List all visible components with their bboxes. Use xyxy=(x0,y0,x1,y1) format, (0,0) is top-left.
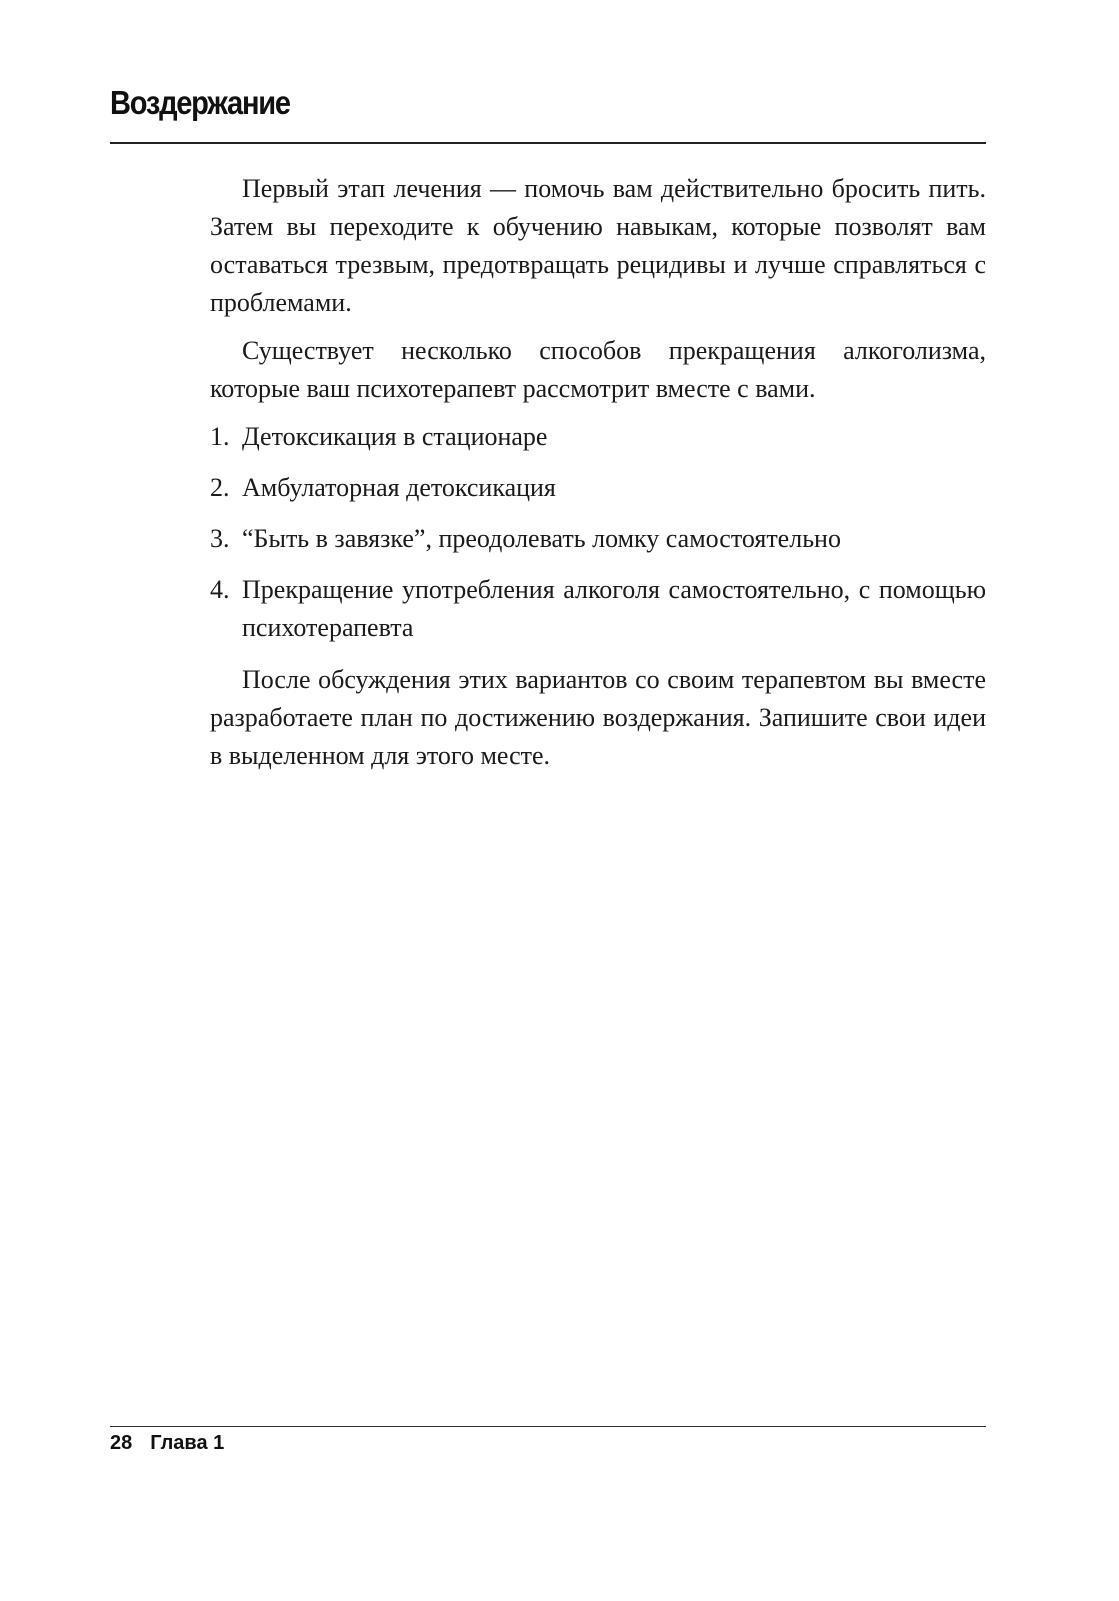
list-item-number: 2. xyxy=(210,473,230,502)
page-number: 28 xyxy=(110,1432,133,1454)
list-item-text: Амбулаторная детоксикация xyxy=(242,473,556,502)
list-item xyxy=(210,418,986,456)
paragraph-intro: Первый этап лечения — помочь вам действительно бросить пить. Затем вы переходите к обучению навыкам, которые позволят вам оставаться трезвым, предотвращать рецидивы и лучше справляться с проблемами. xyxy=(210,174,986,317)
list-item-number: 3. xyxy=(210,524,230,553)
footer-rule xyxy=(110,1426,986,1427)
list-item-number: 4. xyxy=(210,575,230,604)
list-item xyxy=(210,469,986,507)
page-body xyxy=(210,170,986,785)
section-heading: Воздержание xyxy=(110,84,290,121)
list-item-text: Детоксикация в стационаре xyxy=(242,422,548,451)
list-item-text: “Быть в завязке”, преодолевать ломку самостоятельно xyxy=(242,524,841,553)
list-item xyxy=(210,520,986,558)
page-footer xyxy=(110,1432,224,1455)
list-item-text: Прекращение употребления алкоголя самостоятельно, с помощью психотерапевта xyxy=(242,575,986,642)
paragraph-methods: Существует несколько способов прекращения алкоголизма, которые ваш психотерапевт рассмотрит вместе с вами. xyxy=(210,336,986,403)
methods-list xyxy=(210,418,986,647)
chapter-label: Глава 1 xyxy=(150,1432,225,1454)
list-item-number: 1. xyxy=(210,422,230,451)
paragraph-closing: После обсуждения этих вариантов со своим терапевтом вы вместе разработаете план по достижению воздержания. Запишите свои идеи в выделенном для этого месте. xyxy=(210,665,986,770)
list-item xyxy=(210,571,986,647)
heading-rule xyxy=(110,142,986,144)
